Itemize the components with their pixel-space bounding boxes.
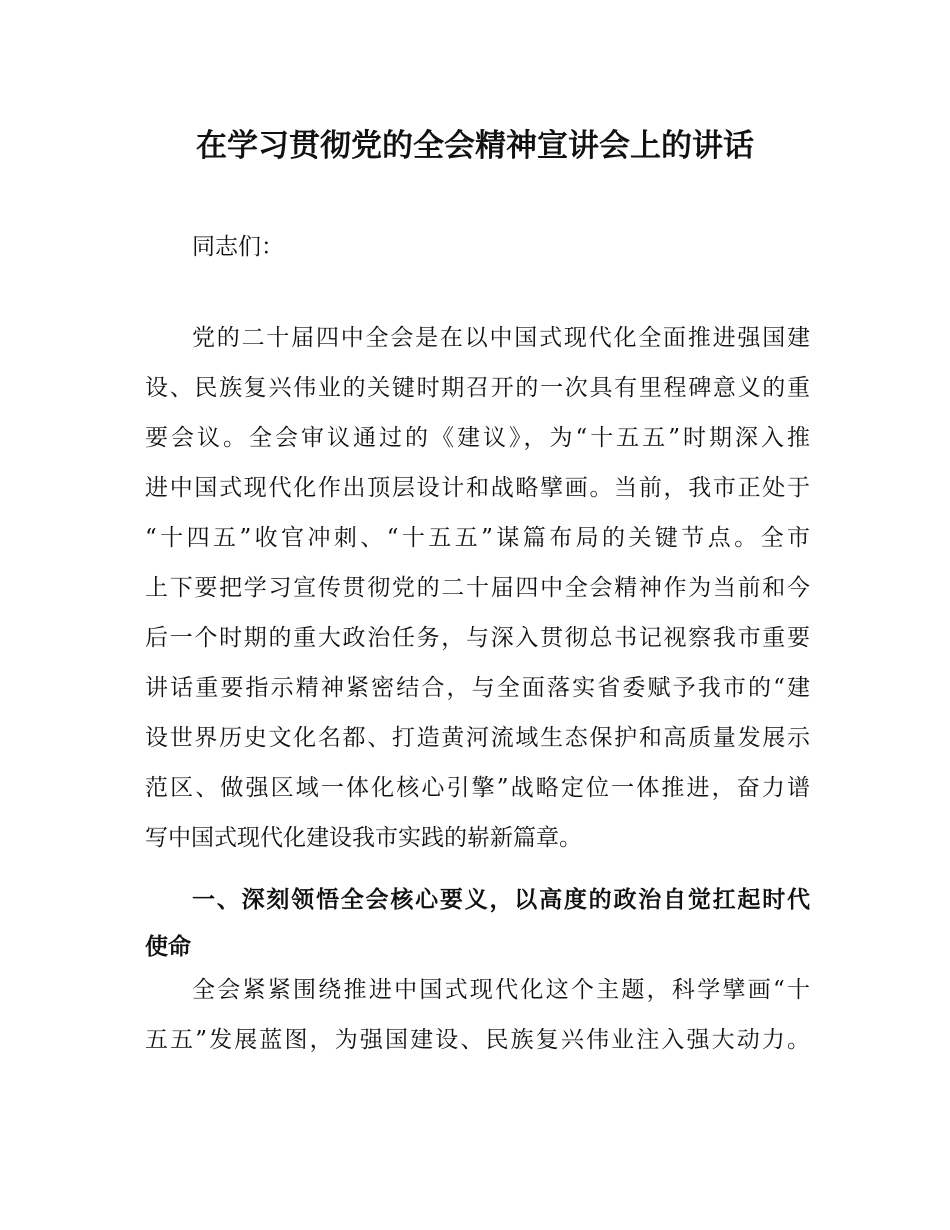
text-line: 上下要把学习宣传贯彻党的二十届四中全会精神作为当前和今 xyxy=(145,575,810,601)
text-line: “十四五”收官冲刺、“十五五”谋篇布局的关键节点。全市 xyxy=(145,525,810,551)
text-line: 全会紧紧围绕推进中国式现代化这个主题，科学擘画“十 xyxy=(192,977,810,1003)
text-line: 要会议。全会审议通过的《建议》，为“十五五”时期深入推 xyxy=(145,425,810,451)
text-line: 设、民族复兴伟业的关键时期召开的一次具有里程碑意义的重 xyxy=(145,375,810,401)
heading-line: 一、深刻领悟全会核心要义，以高度的政治自觉扛起时代 xyxy=(192,887,810,913)
text-line: 五五”发展蓝图，为强国建设、民族复兴伟业注入强大动力。 xyxy=(145,1027,810,1053)
heading-line: 使命 xyxy=(145,934,191,960)
text-line: 范区、做强区域一体化核心引擎”战略定位一体推进，奋力谱 xyxy=(145,775,810,801)
text-line: 党的二十届四中全会是在以中国式现代化全面推进强国建 xyxy=(192,325,810,351)
text-line: 讲话重要指示精神紧密结合，与全面落实省委赋予我市的“建 xyxy=(145,675,810,701)
text-line: 设世界历史文化名都、打造黄河流域生态保护和高质量发展示 xyxy=(145,725,810,751)
text-line: 后一个时期的重大政治任务，与深入贯彻总书记视察我市重要 xyxy=(145,625,810,651)
salutation: 同志们： xyxy=(192,234,284,260)
text-line: 进中国式现代化作出顶层设计和战略擘画。当前，我市正处于 xyxy=(145,475,810,501)
document-title: 在学习贯彻党的全会精神宣讲会上的讲话 xyxy=(196,128,754,164)
text-line: 写中国式现代化建设我市实践的崭新篇章。 xyxy=(145,825,582,851)
